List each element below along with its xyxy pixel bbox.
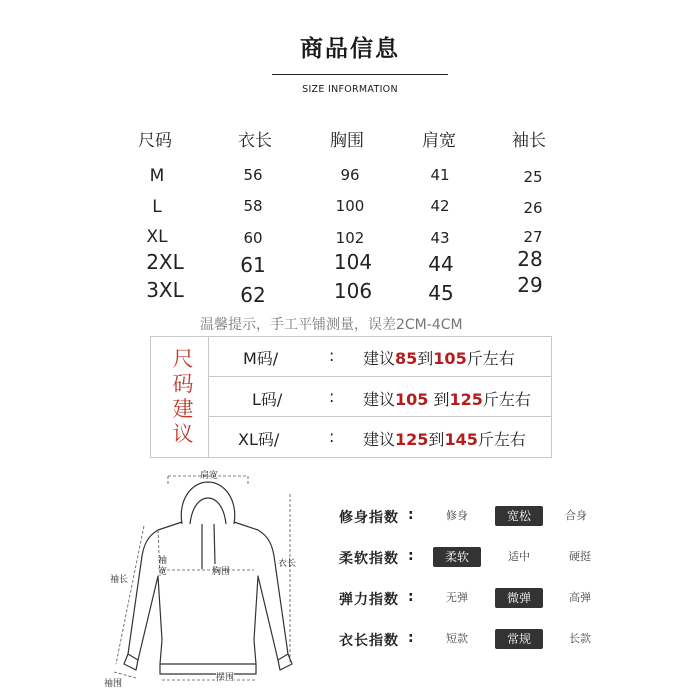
table-cell-length: 60	[243, 229, 263, 247]
index-label-fit: 修身指数	[339, 510, 399, 526]
table-cell-length: 62	[240, 283, 266, 307]
table-cell-size: 3XL	[146, 278, 184, 302]
table-cell-chest: 96	[340, 166, 360, 184]
index-option: 修身	[446, 509, 468, 522]
diagram-label-shoulder: 肩宽	[200, 471, 219, 481]
index-option-selected: 微弹	[495, 588, 543, 608]
table-cell-shoulder: 44	[428, 252, 454, 276]
table-cell-shoulder: 43	[430, 229, 450, 247]
index-option: 硬挺	[569, 550, 591, 563]
index-option-selected: 常规	[495, 629, 543, 649]
measurement-note: 温馨提示，手工平铺测量，误差2CM-4CM	[200, 317, 463, 333]
table-cell-chest: 104	[333, 250, 373, 274]
index-option: 长款	[569, 632, 591, 645]
table-cell-sleeve: 27	[523, 228, 543, 246]
table-cell-shoulder: 41	[430, 166, 450, 184]
index-colon: :	[408, 507, 414, 523]
column-header-shoulder: 肩宽	[422, 131, 456, 151]
diagram-label-cuff-width: 袖宽	[158, 556, 168, 577]
table-cell-sleeve: 26	[523, 199, 543, 217]
index-option-selected: 柔软	[433, 547, 481, 567]
column-header-size: 尺码	[138, 131, 172, 151]
diagram-label-length: 衣长	[278, 559, 297, 569]
hoodie-illustration	[100, 464, 315, 694]
table-cell-sleeve: 29	[517, 273, 543, 297]
table-cell-size: XL	[146, 227, 168, 247]
index-option: 适中	[508, 550, 530, 563]
recommendation-weight-range: 建议85到105斤左右	[363, 349, 515, 368]
column-header-chest: 胸围	[330, 131, 364, 151]
table-cell-shoulder: 45	[428, 281, 454, 305]
table-cell-length: 58	[243, 197, 263, 215]
table-cell-size: 2XL	[146, 250, 184, 274]
recommendation-colon: :	[329, 346, 335, 365]
recommendation-colon: :	[329, 387, 335, 406]
table-cell-chest: 106	[333, 279, 373, 303]
index-label-stretch: 弹力指数	[339, 592, 399, 608]
index-colon: :	[408, 630, 414, 646]
recommendation-divider	[208, 337, 209, 457]
index-label-length: 衣长指数	[339, 633, 399, 649]
table-cell-sleeve: 28	[517, 247, 543, 271]
table-cell-size: L	[152, 197, 162, 217]
recommendation-size: XL码/	[238, 430, 280, 449]
table-cell-size: M	[149, 166, 165, 186]
table-cell-chest: 102	[335, 229, 365, 247]
index-option-selected: 宽松	[495, 506, 543, 526]
diagram-label-cuff: 袖围	[104, 679, 123, 689]
column-header-length: 衣长	[238, 131, 272, 151]
diagram-label-hem: 摆围	[216, 670, 234, 683]
index-option: 合身	[565, 509, 587, 522]
hoodie-measurement-diagram	[100, 464, 315, 694]
index-option: 高弹	[569, 591, 591, 604]
index-label-softness: 柔软指数	[339, 551, 399, 567]
index-colon: :	[408, 548, 414, 564]
table-cell-sleeve: 25	[523, 168, 543, 186]
recommendation-weight-range: 建议105 到125斤左右	[363, 390, 531, 409]
index-colon: :	[408, 589, 414, 605]
table-cell-length: 56	[243, 166, 263, 184]
recommendation-weight-range: 建议125到145斤左右	[363, 430, 526, 449]
recommendation-row-divider	[208, 416, 551, 417]
recommendation-label: 尺 码 建 议	[172, 347, 194, 446]
page-title: 商品信息	[300, 36, 400, 62]
title-divider	[272, 74, 448, 75]
column-header-sleeve: 袖长	[512, 131, 546, 151]
recommendation-size: L码/	[252, 390, 283, 409]
table-cell-chest: 100	[335, 197, 365, 215]
diagram-label-chest: 胸围	[212, 567, 231, 577]
recommendation-size: M码/	[243, 349, 279, 368]
index-option: 短款	[446, 632, 468, 645]
page-subtitle: SIZE INFORMATION	[302, 84, 398, 95]
index-option: 无弹	[446, 591, 468, 604]
recommendation-colon: :	[329, 427, 335, 446]
table-cell-shoulder: 42	[430, 197, 450, 215]
recommendation-row-divider	[208, 376, 551, 377]
diagram-label-sleeve-length: 袖长	[110, 575, 129, 585]
table-cell-length: 61	[240, 253, 266, 277]
